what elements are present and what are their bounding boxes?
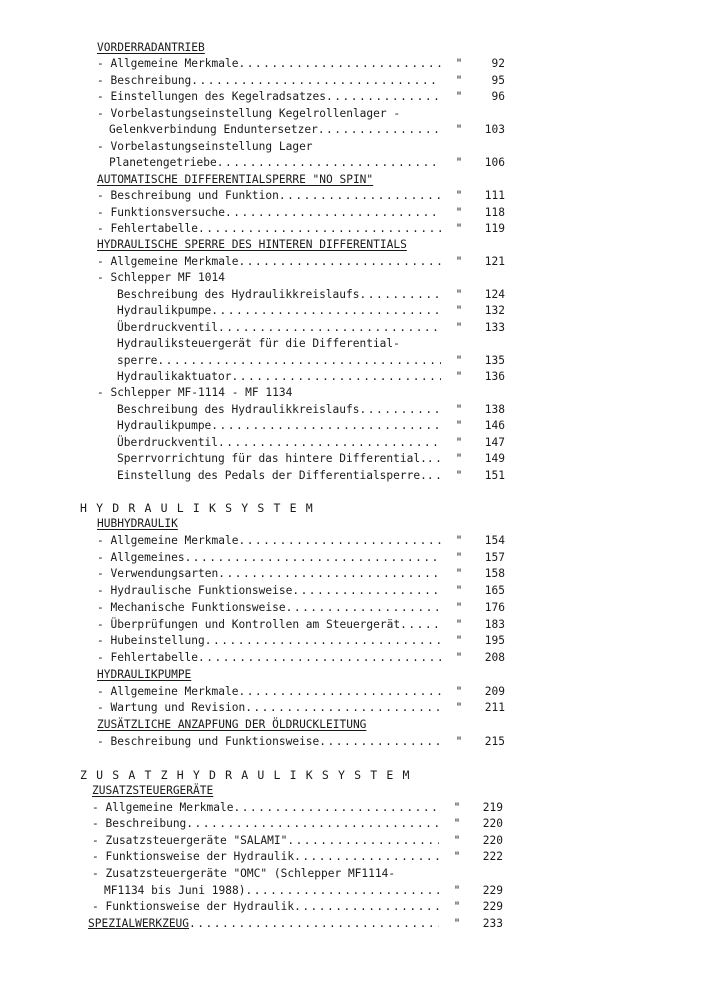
page-number: 151 — [484, 468, 505, 482]
toc-entry — [88, 916, 503, 932]
entry-title: - Hubeinstellung — [97, 634, 205, 648]
entry-text-wrap — [97, 667, 505, 683]
entry-text-wrap — [92, 849, 439, 865]
entry-title: SPEZIALWERKZEUG — [88, 916, 190, 930]
entry-text-wrap — [97, 533, 441, 549]
dot-leader — [319, 734, 441, 750]
entry-text-wrap — [97, 550, 441, 566]
entry-text-wrap — [97, 89, 441, 105]
entry-title: AUTOMATISCHE DIFFERENTIALSPERRE "NO SPIN" — [97, 172, 374, 186]
dot-leader — [287, 833, 439, 849]
dot-leader — [198, 221, 441, 237]
entry-title: - Allgemeine Merkmale — [97, 57, 239, 71]
dot-leader — [427, 451, 441, 467]
page-number: 103 — [484, 123, 505, 137]
dot-leader — [225, 205, 441, 221]
entry-title: - Fehlertabelle — [97, 651, 199, 664]
page-number: 136 — [484, 370, 505, 383]
page-number: 119 — [484, 221, 505, 235]
page-number: 121 — [484, 254, 505, 268]
entry-text-wrap — [97, 734, 441, 750]
page-number: 222 — [482, 850, 503, 864]
entry-title: - Funktionsversuche — [97, 205, 225, 219]
entry-title: - Beschreibung und Funktion — [97, 189, 279, 203]
ditto-mark: " — [455, 419, 463, 433]
page-number: 195 — [484, 634, 505, 648]
entry-text-wrap — [97, 566, 441, 582]
entry-text-wrap — [117, 435, 441, 451]
ditto-mark: " — [455, 684, 463, 698]
entry-title: - Beschreibung — [92, 817, 187, 831]
dot-leader — [218, 435, 441, 451]
entry-title: MF1134 bis Juni 1988) — [104, 883, 246, 897]
entry-title: - Beschreibung — [97, 73, 192, 87]
entry-title: - Funktionsweise der Hydraulik — [92, 850, 295, 864]
toc-entry — [92, 816, 503, 832]
ditto-mark: " — [453, 800, 461, 814]
entry-text-wrap — [117, 468, 441, 484]
entry-text-wrap — [97, 650, 441, 666]
entry-title: - Allgemeine Merkmale — [92, 800, 234, 814]
entry-title: HYDRAULISCHE SPERRE DES HINTEREN DIFFERENTIALS — [97, 238, 407, 252]
entry-title: Sperrvorrichtung für das hintere Differential. — [117, 452, 427, 466]
entry-text-wrap — [97, 106, 505, 122]
dot-leader — [185, 550, 441, 566]
toc-entry — [97, 734, 505, 750]
entry-title: - Allgemeine Merkmale — [97, 254, 239, 268]
entry-text-wrap — [97, 270, 505, 286]
ditto-mark: " — [455, 90, 463, 104]
dot-leader — [326, 89, 441, 105]
ditto-mark: " — [455, 533, 463, 547]
entry-title: Hydrauliksteuergerät für die Differential- — [117, 337, 400, 351]
ditto-mark: " — [453, 883, 461, 897]
ditto-mark: " — [455, 57, 463, 71]
entry-text-wrap — [92, 866, 503, 882]
toc-entry — [117, 320, 505, 336]
entry-title: - Allgemeine Merkmale — [97, 533, 239, 547]
toc-entry — [97, 254, 505, 270]
entry-text-wrap — [97, 385, 505, 401]
entry-title: - Mechanische Funktionsweise — [97, 600, 286, 614]
entry-text-wrap — [117, 402, 441, 418]
dot-leader — [294, 849, 439, 865]
page-number: 219 — [482, 800, 503, 814]
ditto-mark: " — [453, 850, 461, 864]
dot-leader — [211, 418, 441, 434]
entry-title: - Beschreibung und Funktionsweise — [97, 734, 320, 748]
entry-title: HYDRAULIKPUMPE — [97, 667, 192, 681]
toc-entry — [97, 106, 505, 122]
entry-title: - Vorbelastungseinstellung Kegelrollenlager - — [97, 106, 401, 120]
entry-title: Gelenkverbindung Enduntersetzer — [109, 123, 318, 137]
ditto-mark: " — [453, 916, 461, 930]
page-number: 135 — [484, 353, 505, 367]
toc-entry — [97, 89, 505, 105]
page-number: 132 — [484, 304, 505, 318]
entry-title: - Fehlertabelle — [97, 221, 199, 235]
entry-text-wrap — [97, 583, 441, 599]
entry-text-wrap — [117, 336, 505, 352]
entry-text-wrap — [117, 451, 441, 467]
page-number: 209 — [484, 684, 505, 698]
entry-title: - Vorbelastungseinstellung Lager — [97, 139, 313, 153]
entry-text-wrap — [97, 139, 505, 155]
toc-entry — [92, 800, 503, 816]
entry-title: Überdruckventil — [117, 435, 219, 449]
toc-entry — [97, 56, 505, 72]
entry-text-wrap — [117, 303, 441, 319]
page-number: 157 — [484, 550, 505, 564]
page-number: 95 — [491, 73, 505, 87]
toc-entry — [97, 533, 505, 549]
ditto-mark: " — [455, 320, 463, 334]
entry-title: Hydraulikpumpe — [117, 304, 212, 318]
dot-leader — [400, 617, 441, 633]
entry-title: sperre — [117, 353, 158, 367]
entry-text-wrap — [97, 516, 505, 532]
toc-heading — [97, 172, 505, 188]
ditto-mark: " — [453, 817, 461, 831]
toc-entry — [97, 583, 505, 599]
toc-entry — [117, 353, 505, 369]
ditto-mark: " — [455, 617, 463, 631]
dot-leader — [359, 402, 441, 418]
dot-leader — [233, 800, 439, 816]
dot-leader — [238, 684, 441, 700]
entry-title: - Funktionsweise der Hydraulik — [92, 900, 295, 914]
toc-heading — [97, 40, 505, 56]
toc-entry — [117, 418, 505, 434]
dot-leader — [238, 533, 441, 549]
toc-entry — [117, 287, 505, 303]
page-number: 183 — [484, 617, 505, 631]
dot-leader — [279, 188, 441, 204]
toc-entry — [97, 139, 505, 155]
dot-leader — [217, 155, 441, 171]
dot-leader — [238, 56, 441, 72]
entry-text-wrap — [117, 418, 441, 434]
entry-title: - Wartung und Revision — [97, 701, 246, 715]
ditto-mark: " — [455, 287, 463, 301]
toc-entry — [97, 188, 505, 204]
entry-title: - Schlepper MF-1114 - MF 1134 — [97, 386, 293, 400]
entry-title: - Hydraulische Funktionsweise — [97, 584, 293, 597]
toc-entry — [97, 617, 505, 633]
toc-entry — [92, 849, 503, 865]
toc-heading — [97, 237, 505, 253]
entry-text-wrap — [104, 883, 439, 899]
dot-leader — [211, 303, 441, 319]
page-number: 147 — [484, 435, 505, 449]
page-number: 111 — [484, 189, 505, 203]
page-number: 106 — [484, 156, 505, 170]
entry-title: ZUSATZSTEUERGERÄTE — [92, 784, 214, 797]
toc-entry — [117, 435, 505, 451]
dot-leader — [218, 320, 441, 336]
ditto-mark: " — [455, 550, 463, 564]
entry-title: - Überprüfungen und Kontrollen am Steuergerät — [97, 617, 401, 631]
ditto-mark: " — [455, 402, 463, 416]
entry-title: Beschreibung des Hydraulikkreislaufs — [117, 287, 360, 301]
dot-leader — [318, 122, 441, 138]
toc-entry — [92, 866, 503, 882]
dot-leader — [189, 916, 439, 932]
ditto-mark: " — [455, 123, 463, 137]
entry-text-wrap — [117, 369, 441, 385]
toc-entry — [97, 270, 505, 286]
page-number: 165 — [484, 584, 505, 597]
toc-entry — [117, 369, 505, 385]
entry-text-wrap — [92, 816, 439, 832]
page-number: 138 — [484, 402, 505, 416]
entry-title: - Einstellungen des Kegelradsatzes — [97, 90, 327, 104]
entry-text-wrap — [97, 600, 441, 616]
page-number: 220 — [482, 833, 503, 847]
ditto-mark: " — [455, 221, 463, 235]
toc-entry — [97, 600, 505, 616]
entry-text-wrap — [92, 800, 439, 816]
toc-entry — [97, 221, 505, 237]
entry-title: - Zusatzsteuergeräte "OMC" (Schlepper MF1114- — [92, 867, 396, 880]
entry-title: Beschreibung des Hydraulikkreislaufs — [117, 402, 360, 416]
entry-text-wrap — [97, 237, 505, 253]
entry-title: - Schlepper MF 1014 — [97, 271, 225, 285]
page-number: 158 — [484, 567, 505, 581]
entry-text-wrap — [97, 40, 505, 56]
page-number: 229 — [482, 900, 503, 914]
entry-title: Planetengetriebe — [109, 156, 217, 170]
entry-text-wrap — [97, 254, 441, 270]
ditto-mark: " — [455, 73, 463, 87]
toc-entry — [97, 633, 505, 649]
page-number: 118 — [484, 205, 505, 219]
ditto-mark: " — [455, 468, 463, 482]
toc-entry — [97, 73, 505, 89]
entry-title: - Allgemeine Merkmale — [97, 684, 239, 698]
entry-text-wrap — [97, 700, 441, 716]
toc-entry — [97, 205, 505, 221]
toc-entry — [117, 451, 505, 467]
dot-leader — [359, 287, 441, 303]
toc-heading — [97, 516, 505, 532]
entry-text-wrap — [109, 155, 441, 171]
entry-title: - Allgemeines — [97, 550, 185, 564]
entry-title: - Verwendungsarten — [97, 567, 219, 581]
dot-leader — [157, 353, 441, 369]
entry-text-wrap — [97, 717, 505, 733]
ditto-mark: " — [455, 567, 463, 581]
entry-text-wrap — [88, 916, 439, 932]
toc-entry — [97, 385, 505, 401]
dot-leader — [245, 883, 439, 899]
ditto-mark: " — [455, 734, 463, 748]
ditto-mark: " — [455, 254, 463, 268]
ditto-mark: " — [455, 353, 463, 367]
entry-text-wrap — [117, 353, 441, 369]
entry-title: Hydraulikaktuator — [117, 370, 232, 383]
ditto-mark: " — [455, 205, 463, 219]
entry-text-wrap — [117, 320, 441, 336]
entry-title: Hydraulikpumpe — [117, 419, 212, 433]
page-number: 124 — [484, 287, 505, 301]
page-number: 154 — [484, 533, 505, 547]
entry-text-wrap — [97, 205, 441, 221]
toc-entry — [97, 650, 505, 666]
ditto-mark: " — [455, 304, 463, 318]
entry-text-wrap — [97, 56, 441, 72]
ditto-mark: " — [455, 189, 463, 203]
ditto-mark: " — [455, 600, 463, 614]
entry-text-wrap — [97, 73, 441, 89]
page-number: 233 — [482, 916, 503, 930]
toc-heading — [92, 783, 503, 799]
toc-heading — [97, 667, 505, 683]
ditto-mark: " — [455, 634, 463, 648]
toc-entry — [109, 155, 505, 171]
ditto-mark: " — [455, 435, 463, 449]
dot-leader — [186, 816, 439, 832]
ditto-mark: " — [455, 452, 463, 466]
entry-text-wrap — [97, 188, 441, 204]
entry-text-wrap — [97, 172, 505, 188]
entry-text-wrap — [92, 783, 503, 799]
page-number: 229 — [482, 883, 503, 897]
toc-entry — [97, 684, 505, 700]
ditto-mark: " — [455, 651, 463, 664]
ditto-mark: " — [453, 900, 461, 914]
ditto-mark: " — [455, 584, 463, 597]
page-number: 146 — [484, 419, 505, 433]
page-number: 133 — [484, 320, 505, 334]
toc-entry — [97, 566, 505, 582]
page-number: 208 — [484, 651, 505, 664]
ditto-mark: " — [453, 833, 461, 847]
entry-text-wrap — [92, 899, 439, 915]
entry-text-wrap — [97, 684, 441, 700]
toc-entry — [117, 468, 505, 484]
toc-entry — [117, 336, 505, 352]
dot-leader — [191, 73, 441, 89]
entry-text-wrap — [92, 833, 439, 849]
dot-leader — [245, 700, 441, 716]
page-number: 96 — [491, 90, 505, 104]
entry-title: Einstellung des Pedals der Differentialsperre. — [117, 468, 427, 482]
dot-leader — [198, 650, 441, 666]
dot-leader — [238, 254, 441, 270]
dot-leader — [427, 468, 441, 484]
dot-leader — [218, 566, 441, 582]
entry-text-wrap — [97, 633, 441, 649]
entry-title: Überdruckventil — [117, 320, 219, 334]
toc-entry — [117, 402, 505, 418]
dot-leader — [232, 369, 441, 385]
entry-title: HUBHYDRAULIK — [97, 517, 178, 530]
toc-entry — [92, 833, 503, 849]
dot-leader — [205, 633, 441, 649]
ditto-mark: " — [455, 156, 463, 170]
entry-title: - Zusatzsteuergeräte "SALAMI" — [92, 833, 288, 847]
toc-entry — [97, 550, 505, 566]
entry-text-wrap — [97, 617, 441, 633]
page-number: 176 — [484, 600, 505, 614]
dot-leader — [286, 600, 441, 616]
entry-title: VORDERRADANTRIEB — [97, 41, 205, 54]
dot-leader — [294, 899, 439, 915]
dot-leader — [292, 583, 441, 599]
toc-entry — [97, 700, 505, 716]
toc-entry — [109, 122, 505, 138]
page-number: 211 — [484, 701, 505, 715]
page-number: 149 — [484, 452, 505, 466]
toc-entry — [104, 883, 503, 899]
section-title: HYDRAULIKSYSTEM — [80, 501, 322, 515]
entry-text-wrap — [117, 287, 441, 303]
entry-text-wrap — [97, 221, 441, 237]
page-number: 215 — [484, 734, 505, 748]
section-title: ZUSATZHYDRAULIKSYSTEM — [80, 768, 419, 782]
page-number: 220 — [482, 817, 503, 831]
toc-entry — [92, 899, 503, 915]
page-number: 92 — [491, 57, 505, 71]
toc-entry — [117, 303, 505, 319]
entry-title: ZUSÄTZLICHE ANZAPFUNG DER ÖLDRUCKLEITUNG — [97, 718, 367, 731]
entry-text-wrap — [109, 122, 441, 138]
toc-heading — [97, 717, 505, 733]
ditto-mark: " — [455, 370, 463, 383]
ditto-mark: " — [455, 701, 463, 715]
